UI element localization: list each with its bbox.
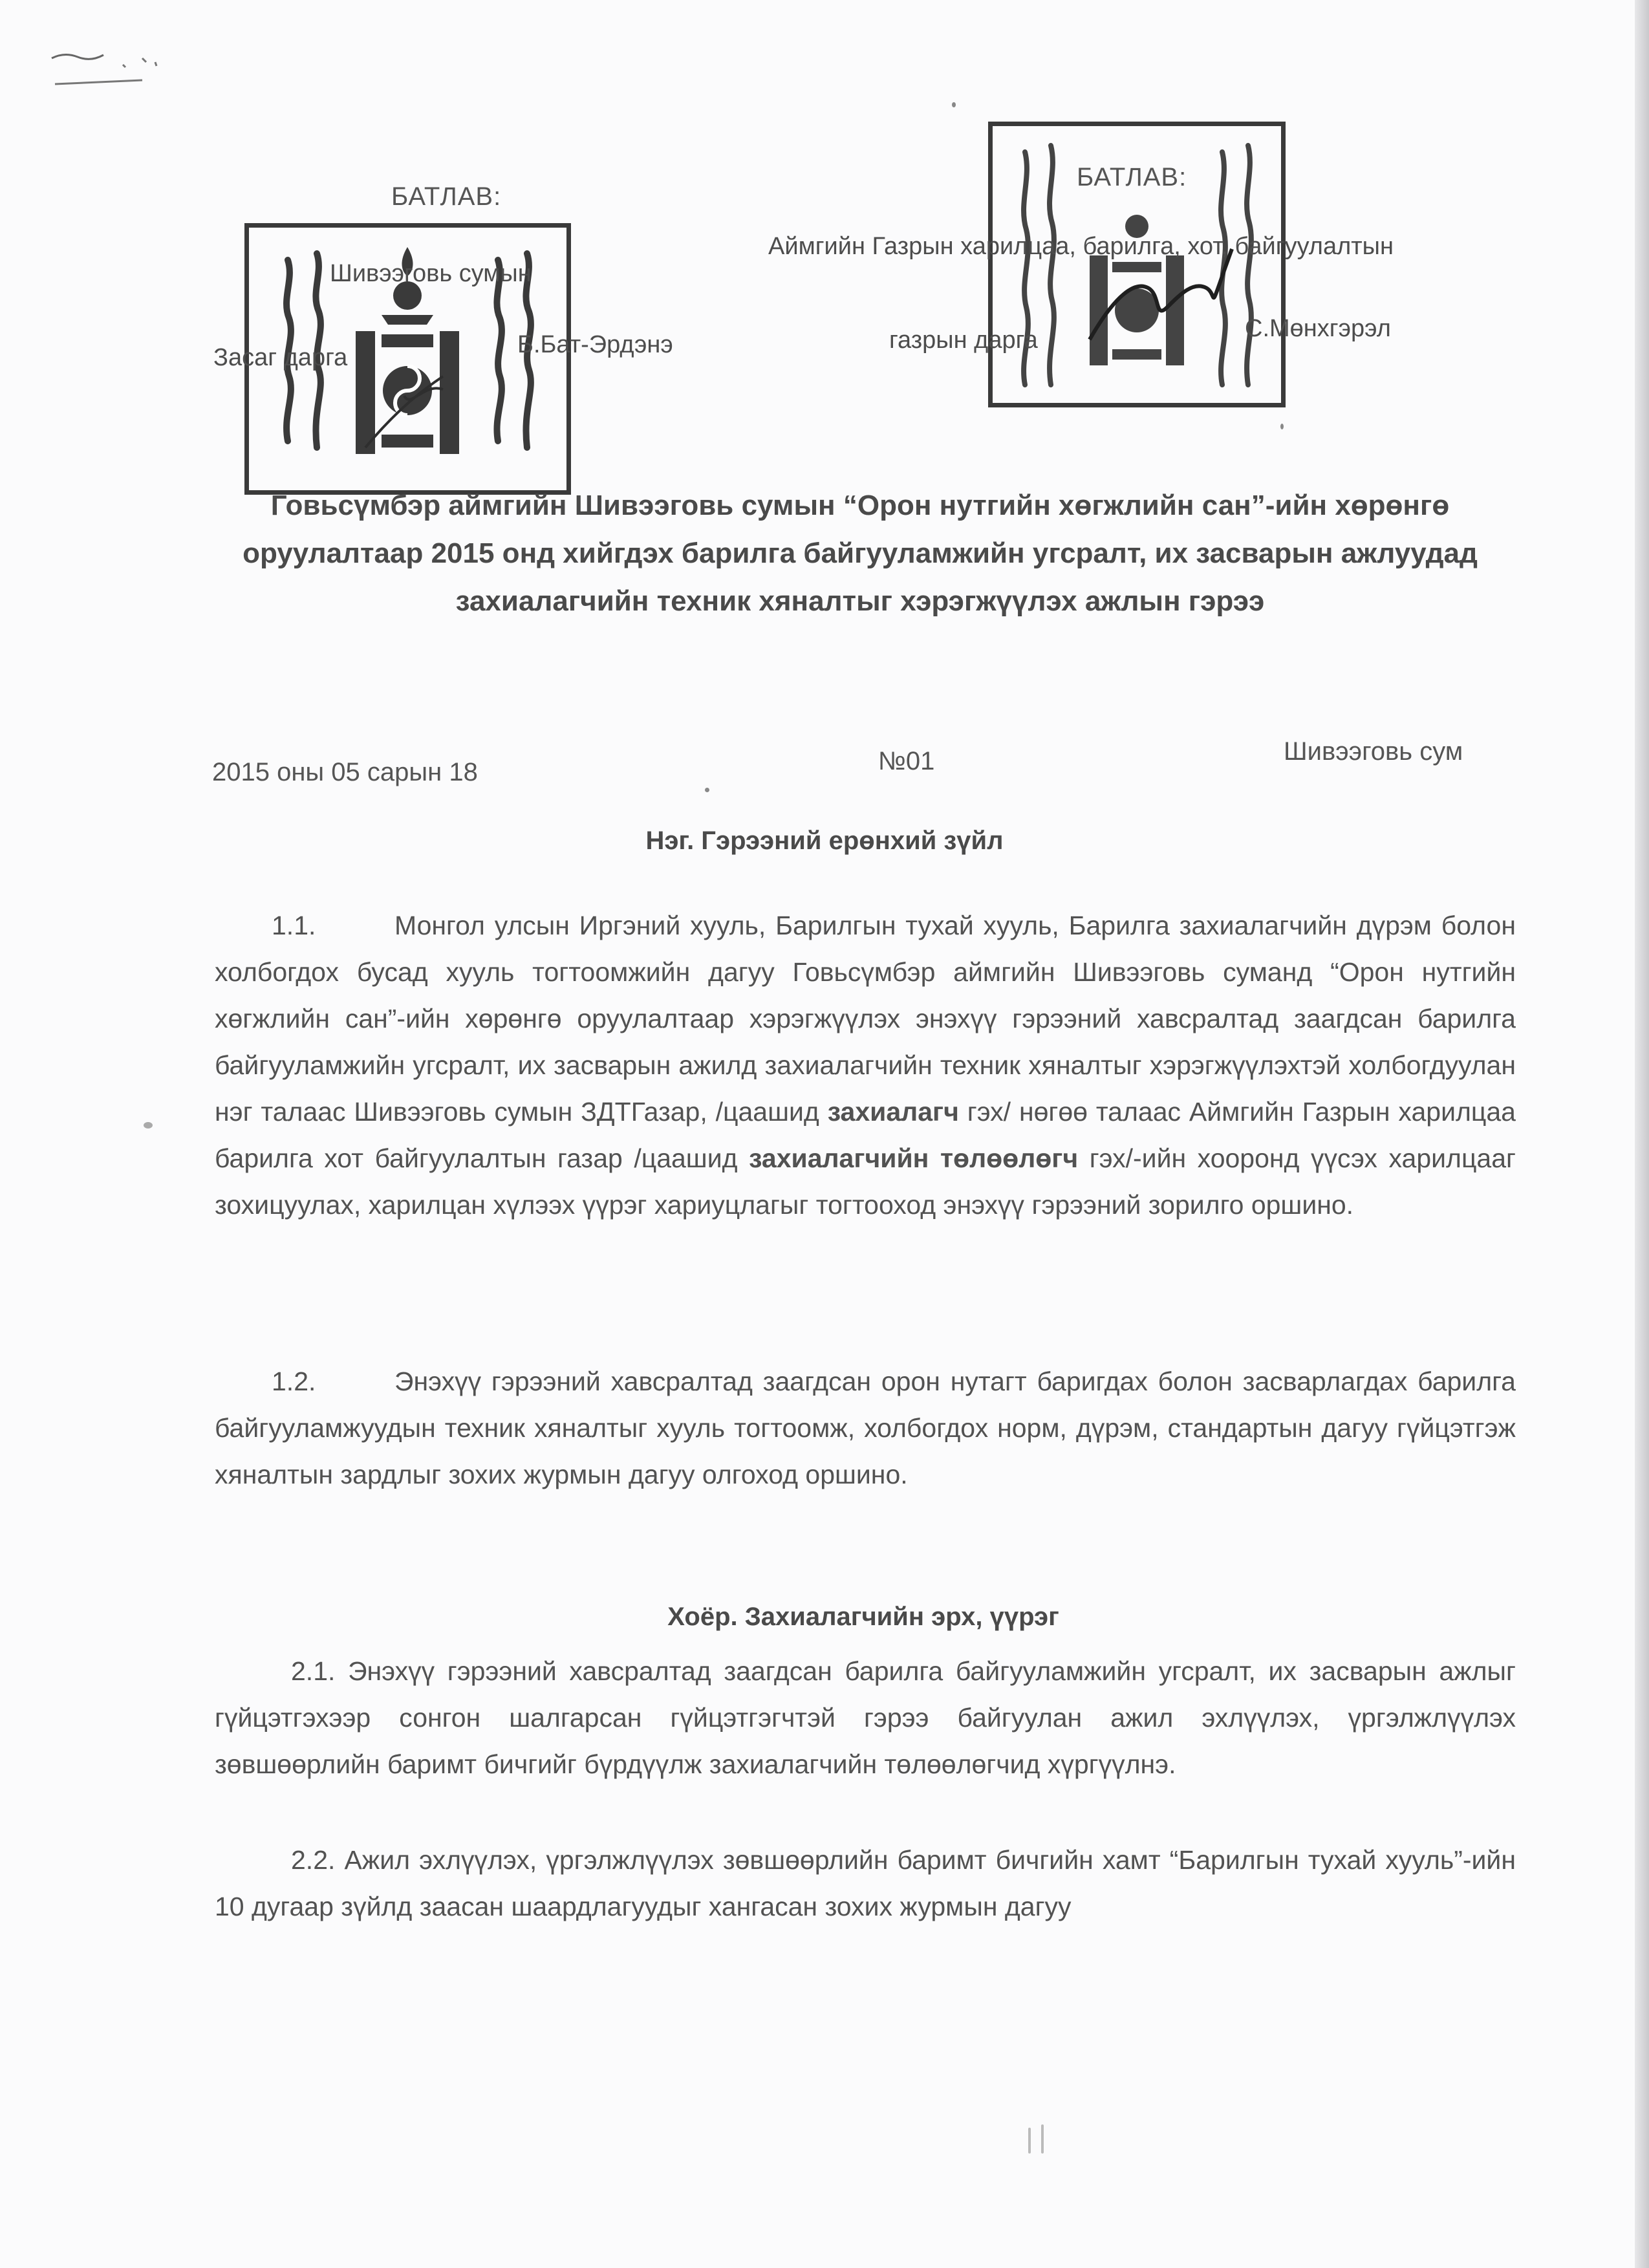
- contract-number: №01: [878, 747, 935, 775]
- scan-speck: [1280, 424, 1284, 429]
- approver-left-name: Б.Бат-Эрдэнэ: [517, 331, 673, 358]
- clause-text: Ажил эхлүүлэх, үргэлжлүүлэх зөвшөөрлийн баримт бичгийн хамт “Барилгын тухай хууль”-ийн 10 дугаар зүйлд заасан шаардлагуудыг хангасан зохих журмын дагуу: [215, 1845, 1516, 1921]
- scan-edge: [1635, 0, 1649, 2268]
- section-heading-2: Хоёр. Захиалагчийн эрх, үүрэг: [667, 1603, 1059, 1631]
- contract-date: 2015 оны 05 сарын 18: [212, 758, 478, 786]
- scan-speck: [705, 788, 709, 792]
- clause-text: гэх/-ийн хооронд үүсэх харилцааг зохицуулах, харилцан хүлээх үүрэг хариуцлагыг тогтооход энэхүү гэрээний зорилго оршино.: [215, 1143, 1516, 1220]
- handwritten-mark: [45, 39, 175, 97]
- approval-heading-right: БАТЛАВ:: [1077, 163, 1187, 191]
- approval-heading-left: БАТЛАВ:: [391, 182, 502, 211]
- scan-speck: [1041, 2124, 1044, 2154]
- clause-text: Энэхүү гэрээний хавсралтад заагдсан орон нутагт баригдах болон засварлагдах барилга байгууламжуудын техник хяналтыг хууль тогтоомж, холбогдох норм, дүрэм, стандартын дагуу гүйцэтгэж хяналтын зардлыг зохих журмын дагуу олгоход оршино.: [215, 1366, 1516, 1489]
- clause-number: 2.2.: [291, 1845, 336, 1875]
- clause-2-2: [215, 1837, 1516, 1930]
- scan-speck: [144, 1122, 153, 1129]
- approver-right-position: газрын дарга: [889, 327, 1038, 354]
- section-heading-1: Нэг. Гэрээний ерөнхий зүйл: [645, 826, 1004, 855]
- clause-number: 1.1.: [272, 911, 316, 940]
- clause-text: Монгол улсын Иргэний хууль, Барилгын тухай хууль, Барилга захиалагчийн дүрэм болон холбогдох бусад хууль тогтоомжийн дагуу Говьсүмбэр аймгийн Шивээговь суманд “Орон нутгийн хөгжлийн сан”-ийн хөрөнгө оруулалтаар хэрэгжүүлэх энэхүү гэрээний хавсралтад заагдсан барилга байгууламжийн угсралт, их засварын ажилд захиалагчийн техник хяналтыг хэрэгжүүлэхтэй холбогдуулан нэг талаас Шивээговь сумын ЗДТГазар, /цаашид: [215, 911, 1516, 1127]
- clause-number: 1.2.: [272, 1366, 316, 1396]
- clause-1-2: [215, 1358, 1516, 1498]
- approver-left-position: Засаг дарга: [213, 344, 348, 371]
- clause-text: Энэхүү гэрээний хавсралтад заагдсан барилга байгууламжийн угсралт, их засварын ажлыг гүйцэтгэхээр сонгон шалгарсан гүйцэтгэгчтэй гэрээ байгуулан ажил эхлүүлэх, үргэлжлүүлэх зөвшөөрлийн баримт бичгийг бүрдүүлж захиалагчийн төлөөлөгчид хүргүүлнэ.: [215, 1656, 1516, 1779]
- approver-left-org: Шивээговь сумын: [330, 260, 532, 287]
- clause-number: 2.1.: [291, 1656, 336, 1686]
- contract-title: Говьсүмбэр аймгийн Шивээговь сумын “Орон нутгийн хөгжлийн сан”-ийн хөрөнгө оруулалтаар 2015 онд хийгдэх барилга байгууламжийн угсралт, их засварын ажлуудад захиалагчийн техник хяналтыг хэрэгжүүлэх ажлын гэрээ: [242, 490, 1478, 617]
- scan-speck: [952, 102, 956, 107]
- clause-2-1: [215, 1648, 1516, 1787]
- contract-place: Шивээговь сум: [1284, 737, 1463, 766]
- clause-bold-term: захиалагчийн төлөөлөгч: [749, 1143, 1079, 1173]
- clause-bold-term: захиалагч: [827, 1097, 959, 1127]
- approver-right-org: Аймгийн Газрын харилцаа, барилга, хот, байгуулалтын: [768, 233, 1394, 260]
- clause-1-1: [215, 902, 1516, 1228]
- clause-text: гэх/ нөгөө талаас Аймгийн Газрын харилцаа барилга хот байгуулалтын газар /цаашид: [215, 1097, 1516, 1173]
- approver-right-name: С.Мөнхгэрэл: [1245, 315, 1391, 342]
- scan-speck: [1028, 2128, 1031, 2154]
